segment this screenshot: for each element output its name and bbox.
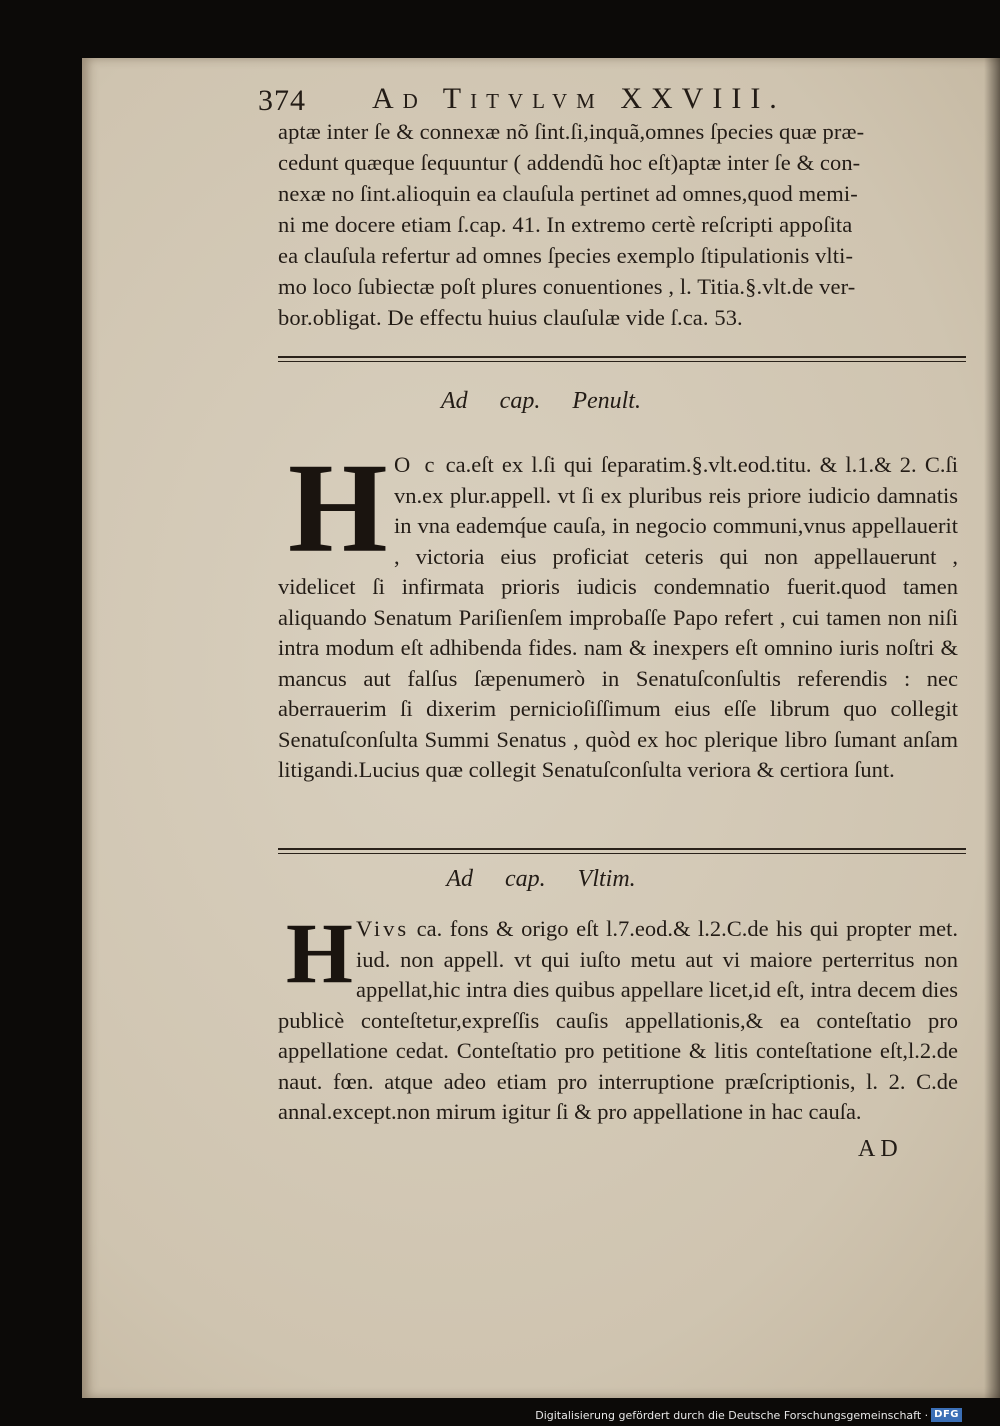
credit-text: Digitalisierung gefördert durch die Deutsche Forschungsgemeinschaft · (535, 1408, 929, 1422)
section-penult (278, 437, 958, 786)
book-page (82, 58, 1000, 1398)
body-text: ca.eſt ex l.ſi qui ſeparatim.§.vlt.eod.titu. & l.1.& 2. C.ſi vn.ex plur.appell. vt ſi ex pluribus reis priore iudicio damnatis in vna eademq́ue cauſa, in negocio communi,vnus appellauerit , victoria eius proficiat ceteris qui non appellauerunt , videlicet ſi infirmata prioris iudicis condemnatio fuerit.quod tamen aliquando Senatum Pariſienſem improbaſſe Papo refert , cui tamen non niſi intra modum eſt adhibenda fides. nam & inexpers eſt omnino iuris noſtri & mancus aut falſus ſæpenumerò in Senatuſconſultis referendis : nec aberrauerim ſi dixerim pernicioſiſſimum eius eſſe librum quo collegit Senatuſconſulta Summi Senatus , quòd ex hoc plerique libro ſumant anſam litigandi.Lucius quæ collegit Senatuſconſulta veriora & certiora ſunt. (278, 452, 958, 782)
section-heading-vltim: Ad cap. Vltim. (446, 866, 636, 892)
section-body (278, 914, 958, 1128)
section-divider (278, 848, 966, 850)
drop-cap: H (286, 905, 353, 1001)
continued-paragraph: aptæ inter ſe & connexæ nõ ſint.ſi,inquã,omnes ſpecies quæ præ- cedunt quæque ſequuntur ( addendũ hoc eſt)aptæ inter ſe & con- nexæ no ſint.alioquin ea clauſula pertinet ad omnes,quod memi- ni me docere etiam ſ.cap. 41. In extremo certè reſcripti appoſita ea clauſula refertur ad omnes ſpecies exemplo ſtipulationis vlti- mo loco ſubiectæ poſt plures conuentiones , l. Titia.§.vlt.de ver- bor.obligat. De effectu huius clauſulæ vide ſ.ca. 53. (278, 119, 865, 330)
section-heading-penult: Ad cap. Penult. (441, 388, 641, 414)
section-vltim (278, 905, 958, 1128)
drop-cap: H (288, 437, 388, 579)
lead-word: Vivs (356, 916, 410, 941)
body-text: ca. fons & origo eſt l.7.eod.& l.2.C.de his qui propter met. iud. non appell. vt qui iuſto metu aut vi maiore perterritus non appellat,hic intra dies quibus appellare licet,id eſt, intra decem dies publicè conteſtetur,expreſſis cauſis appellationis,& ea conteſtatio pro appellatione cedat. Conteſtatio pro petitione & litis conteſtatione eſt,l.2.de naut. fœn. atque adeo etiam pro interruptione præſcriptionis, l. 2. C.de annal.except.non mirum igitur ſi & pro appellatione in hac cauſa. (278, 916, 958, 1124)
section-divider (278, 356, 966, 358)
page-number: 374 (258, 84, 306, 117)
dfg-logo-icon: DFG (931, 1408, 962, 1422)
running-title: Ad Titvlvm XXVIII. (372, 82, 786, 115)
page-header (82, 80, 1000, 120)
lead-word: O c (394, 452, 438, 477)
catchword: AD (858, 1136, 903, 1162)
digitization-credit (535, 1408, 962, 1422)
